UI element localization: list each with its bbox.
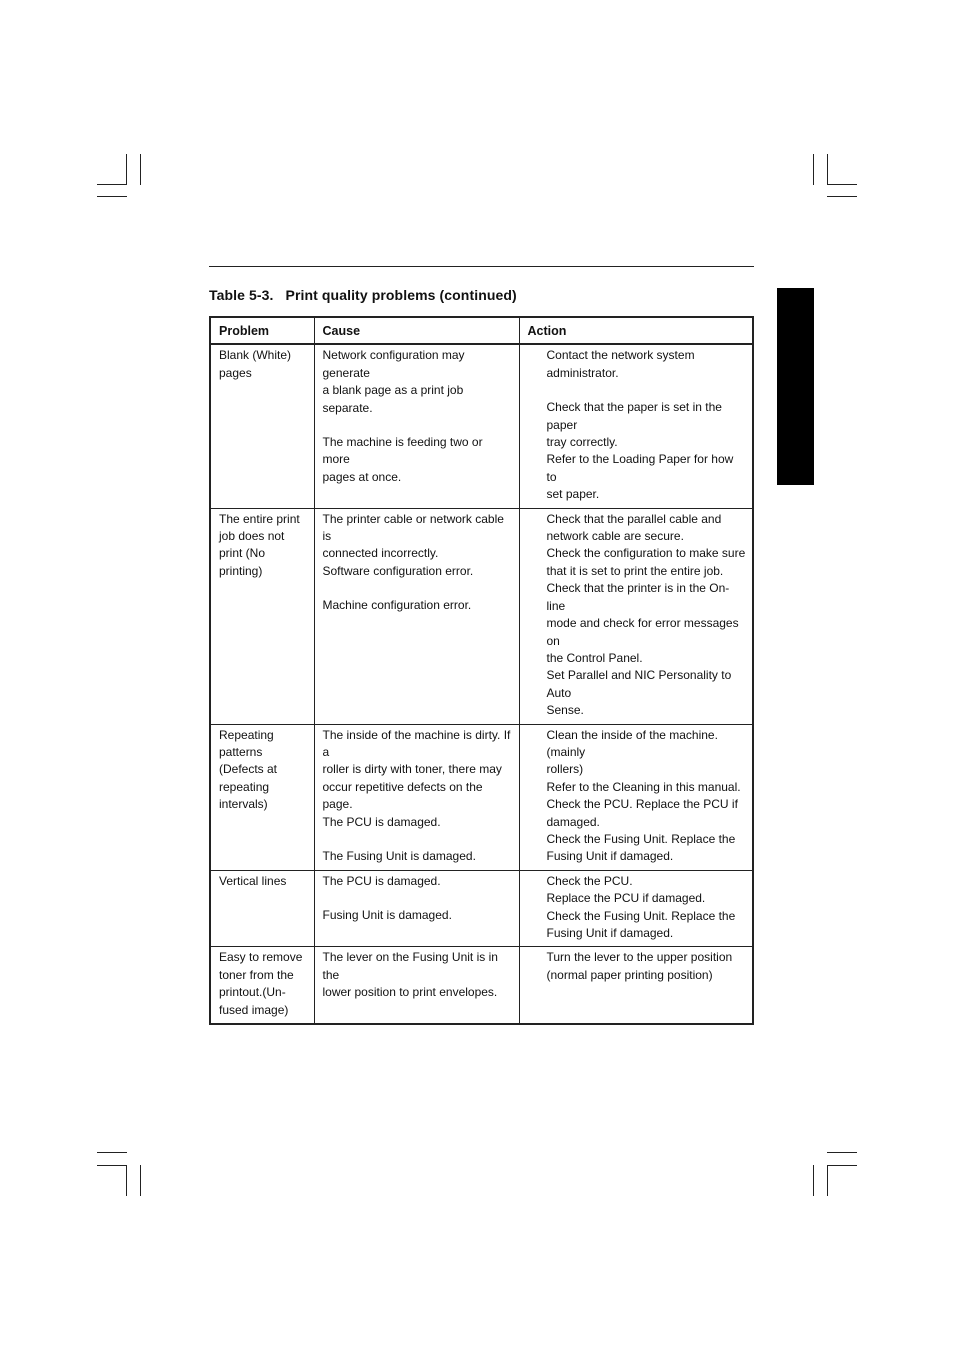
- cause-text-line: Machine configuration error.: [322, 598, 472, 613]
- cause-text-line: occur repetitive defects on the page.: [322, 779, 483, 812]
- cause-cell: [314, 508, 519, 724]
- crop-mark: [827, 154, 828, 185]
- action-text-line: administrator.: [546, 365, 619, 380]
- crop-mark: [813, 154, 814, 185]
- action-text-line: Check the PCU. Replace the PCU if: [546, 797, 738, 812]
- problem-text-line: patterns: [219, 744, 263, 759]
- column-header-problem: Problem: [210, 317, 314, 344]
- cause-text-line: The Fusing Unit is damaged.: [322, 848, 476, 863]
- column-header-action: Action: [519, 317, 753, 344]
- problem-text-line: fused image): [219, 1002, 289, 1017]
- crop-mark: [827, 1165, 828, 1196]
- problem-text-line: job does not: [219, 529, 285, 544]
- cause-text-line: Network configuration may generate: [322, 348, 465, 380]
- problem-text-line: repeating: [219, 779, 270, 794]
- cause-text-line: roller is dirty with toner, there may: [322, 762, 502, 777]
- action-cell: [519, 344, 753, 508]
- crop-mark: [140, 1165, 141, 1196]
- problem-cell: [210, 508, 314, 724]
- problem-cell: [210, 870, 314, 947]
- crop-mark: [827, 1165, 857, 1166]
- problem-text-line: The entire print: [219, 511, 300, 526]
- problem-cell: [210, 947, 314, 1024]
- action-text-line: (normal paper printing position): [546, 967, 713, 982]
- table-row: [210, 870, 753, 947]
- problem-cell: [210, 344, 314, 508]
- table-header-row: [210, 317, 753, 344]
- problem-cell: [210, 724, 314, 870]
- action-text-line: Replace the PCU if damaged.: [546, 891, 706, 906]
- action-text-line: Check the configuration to make sure: [546, 546, 746, 561]
- crop-mark: [827, 1152, 857, 1153]
- crop-mark: [827, 196, 857, 197]
- cause-text-line: The machine is feeding two or more: [322, 435, 483, 467]
- table-row: [210, 344, 753, 508]
- action-text-line: damaged.: [546, 814, 600, 829]
- action-cell: [519, 724, 753, 870]
- action-text-line: Check that the printer is in the On-line: [546, 581, 730, 613]
- action-text-line: network cable are secure.: [546, 529, 684, 544]
- action-text-line: mode and check for error messages on: [546, 616, 739, 648]
- table-row: [210, 947, 753, 1024]
- table-row: [210, 724, 753, 870]
- cause-text-line: The printer cable or network cable is: [322, 511, 504, 544]
- action-text-line: that it is set to print the entire job.: [546, 563, 724, 578]
- action-text-line: Check the Fusing Unit. Replace the: [546, 831, 736, 846]
- problem-text-line: print (No printing): [219, 546, 266, 578]
- problem-text-line: Vertical lines: [219, 873, 287, 888]
- crop-mark: [97, 184, 127, 185]
- line-gap: [547, 382, 747, 399]
- column-header-cause: Cause: [314, 317, 519, 344]
- cause-cell: [314, 870, 519, 947]
- crop-mark: [140, 154, 141, 185]
- problem-text-line: Easy to remove: [219, 950, 303, 965]
- action-text-line: the Control Panel.: [546, 650, 643, 665]
- cause-text-line: lower position to print envelopes.: [322, 985, 498, 1000]
- cause-text-line: a blank page as a print job separate.: [322, 383, 464, 415]
- print-quality-table: [209, 316, 754, 1025]
- cause-cell: [314, 344, 519, 508]
- cause-cell: [314, 947, 519, 1024]
- crop-mark: [126, 154, 127, 185]
- crop-mark: [97, 1152, 127, 1153]
- problem-text-line: (Defects at: [219, 762, 278, 777]
- problem-text-line: toner from the: [219, 967, 294, 982]
- section-thumb-tab: [777, 288, 814, 485]
- line-gap: [323, 831, 511, 848]
- crop-mark: [97, 196, 127, 197]
- action-cell: [519, 947, 753, 1024]
- action-text-line: Check the Fusing Unit. Replace the: [546, 908, 736, 923]
- cause-text-line: pages at once.: [322, 469, 402, 484]
- crop-mark: [97, 1165, 127, 1166]
- action-cell: [519, 870, 753, 947]
- action-text-line: Clean the inside of the machine. (mainly: [546, 727, 718, 759]
- action-text-line: Sense.: [546, 703, 584, 718]
- cause-text-line: The inside of the machine is dirty. If a: [322, 727, 511, 759]
- action-text-line: Check that the paper is set in the paper: [546, 400, 722, 432]
- cause-cell: [314, 724, 519, 870]
- line-gap: [323, 417, 511, 434]
- action-cell: [519, 508, 753, 724]
- crop-mark: [827, 184, 857, 185]
- table-caption: Table 5-3. Print quality problems (continued): [209, 287, 517, 303]
- problem-text-line: Repeating: [219, 727, 274, 742]
- action-text-line: Refer to the Loading Paper for how to: [546, 452, 734, 484]
- action-text-line: Contact the network system: [546, 348, 695, 363]
- line-gap: [323, 580, 511, 597]
- line-gap: [323, 890, 511, 907]
- action-text-line: Fusing Unit if damaged.: [546, 849, 674, 864]
- cause-text-line: Software configuration error.: [322, 563, 474, 578]
- cause-text-line: The PCU is damaged.: [322, 873, 441, 888]
- action-text-line: Turn the lever to the upper position: [546, 950, 733, 965]
- action-text-line: Check the PCU.: [546, 873, 633, 888]
- cause-text-line: The lever on the Fusing Unit is in the: [322, 950, 498, 982]
- action-text-line: Set Parallel and NIC Personality to Auto: [546, 668, 732, 700]
- crop-mark: [126, 1165, 127, 1196]
- table-row: [210, 508, 753, 724]
- action-text-line: Refer to the Cleaning in this manual.: [546, 779, 741, 794]
- action-text-line: Check that the parallel cable and: [546, 511, 722, 526]
- cause-text-line: The PCU is damaged.: [322, 814, 441, 829]
- problem-text-line: printout.(Un-: [219, 985, 286, 1000]
- cause-text-line: Fusing Unit is damaged.: [322, 908, 452, 923]
- problem-text-line: Blank (White): [219, 348, 292, 363]
- action-text-line: tray correctly.: [546, 435, 618, 450]
- cause-text-line: connected incorrectly.: [322, 546, 439, 561]
- action-text-line: rollers): [546, 762, 584, 777]
- action-text-line: set paper.: [546, 487, 600, 502]
- problem-text-line: pages: [219, 365, 252, 380]
- crop-mark: [813, 1165, 814, 1196]
- header-rule: [209, 266, 754, 267]
- action-text-line: Fusing Unit if damaged.: [546, 926, 674, 940]
- problem-text-line: intervals): [219, 797, 268, 812]
